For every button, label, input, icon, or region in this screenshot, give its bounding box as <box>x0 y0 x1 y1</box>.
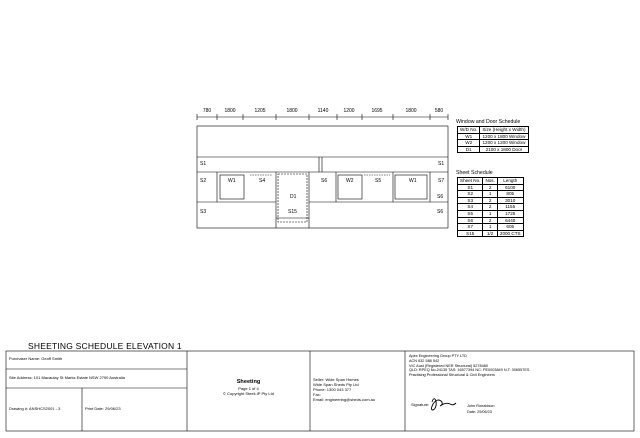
drawing-number: Drawing #: ANSHCS2001 - 3 <box>9 406 61 411</box>
table-cell: 1 <box>483 191 497 198</box>
dimension-label: 1800 <box>224 108 236 114</box>
seller-email: Email: engineering@sheds.com.au <box>313 397 376 402</box>
seller-fax: Fax: <box>313 392 321 397</box>
sheet-label-s6-lower: S6 <box>437 209 444 215</box>
table-cell: 2000 CTS <box>497 230 523 237</box>
header-cell: Size (Height x Width) <box>480 127 528 134</box>
header-cell: Sheet No. <box>458 178 483 185</box>
dimension-label: 1140 <box>317 108 329 114</box>
engineer-acn: ACN 632 588 542 <box>409 358 440 363</box>
engineer-registration-vic: VIC Aust (Registered NER Structural) 5278480 <box>409 363 488 368</box>
print-date: Print Date: 29/06/23 <box>85 406 121 411</box>
table-cell: 1155 <box>497 204 523 211</box>
table-cell: W2 <box>458 140 480 147</box>
sheet-label-s3: S3 <box>200 209 207 215</box>
seller-name: Seller: Wide Span Homes <box>313 377 359 382</box>
table-cell: 605 <box>497 224 523 231</box>
dimension-label: 580 <box>434 108 444 114</box>
sheet-label-s1-left: S1 <box>200 161 207 167</box>
seller-company: Wide Span Sheds Pty Ltd <box>313 382 359 387</box>
engineer-name: John Ronaldson <box>467 404 495 408</box>
dimension-label: 1200 <box>343 108 355 114</box>
window-door-schedule-title: Window and Door Schedule <box>456 119 521 125</box>
sheet-label-s2: S2 <box>200 178 207 184</box>
engineer-registration-other: QLD: RPEQ No.24135 TAS: 16577394 NC: PE0003849 N.T: 306557ES <box>409 368 530 373</box>
table-cell: S2 <box>458 191 483 198</box>
table-cell: 1/2 <box>483 230 497 237</box>
header-cell: Length <box>497 178 523 185</box>
table-cell: 2 <box>483 184 497 191</box>
purchaser-name: Purchaser Name: Geoff Smith <box>9 356 63 361</box>
table-cell: D1 <box>458 146 480 153</box>
table-cell: 2100 x 1800 Door <box>480 146 528 153</box>
table-cell: 6440 <box>497 217 523 224</box>
dimension-label: 1695 <box>371 108 383 114</box>
table-cell: 1200 x 1200 Window <box>480 140 528 147</box>
signature-label: Signature: <box>411 402 430 407</box>
table-cell: 1 <box>483 224 497 231</box>
table-cell: 1200 x 1800 Window <box>480 133 528 140</box>
window-label-w2: W2 <box>346 178 354 184</box>
table-cell: S5 <box>458 210 483 217</box>
table-cell: S15 <box>458 230 483 237</box>
table-cell: 1725 <box>497 210 523 217</box>
header-cell: Nos. <box>483 178 497 185</box>
dimension-label: 1205 <box>254 108 266 114</box>
sheet-label-s6-mid: S6 <box>321 178 328 184</box>
sheet-schedule-title: Sheet Schedule <box>456 170 493 176</box>
table-cell: 6100 <box>497 184 523 191</box>
table-cell: S4 <box>458 204 483 211</box>
table-cell: S1 <box>458 184 483 191</box>
page-number: Page 1 of 4 <box>238 386 259 391</box>
sheet-label-s4: S4 <box>259 178 266 184</box>
door-label-d1: D1 <box>290 194 297 200</box>
sheet-label-s1-right: S1 <box>438 161 445 167</box>
site-address: Site Address: 101 Macaulay St Marks Estate NSW 2790 Australia <box>9 375 125 380</box>
engineer-date: Date: 29/06/23 <box>467 410 492 414</box>
table-cell: 805 <box>497 191 523 198</box>
page-title: SHEETING SCHEDULE ELEVATION 1 <box>28 341 182 351</box>
table-cell: 2 <box>483 217 497 224</box>
table-cell: 2 <box>483 204 497 211</box>
window-label-w1: W1 <box>228 178 236 184</box>
copyright-text: © Copyright Steeli-IP Pty Ltd <box>223 391 274 396</box>
dimension-label: 1800 <box>405 108 417 114</box>
sheet-label-s7: S7 <box>438 178 445 184</box>
dimension-label: 1800 <box>286 108 298 114</box>
table-cell: 3010 <box>497 197 523 204</box>
window-label-w1-right: W1 <box>409 178 417 184</box>
engineer-description: Practising Professional Structural & Civil Engineers <box>409 373 495 378</box>
dimension-label: 780 <box>202 108 212 114</box>
table-cell: S3 <box>458 197 483 204</box>
table-cell: W1 <box>458 133 480 140</box>
table-cell: 2 <box>483 197 497 204</box>
table-cell: S6 <box>458 217 483 224</box>
sheet-label-s6-upper: S6 <box>437 194 444 200</box>
sheet-label-s15: S15 <box>288 209 297 215</box>
table-cell: S7 <box>458 224 483 231</box>
header-cell: W/D No. <box>458 127 480 134</box>
seller-phone: Phone: 1300 043 377 <box>313 387 352 392</box>
sheet-title: Sheeting <box>236 379 261 385</box>
engineer-company: Apex Engineering Group PTY LTD <box>409 354 467 358</box>
table-cell: 1 <box>483 210 497 217</box>
sheet-label-s5: S5 <box>375 178 382 184</box>
